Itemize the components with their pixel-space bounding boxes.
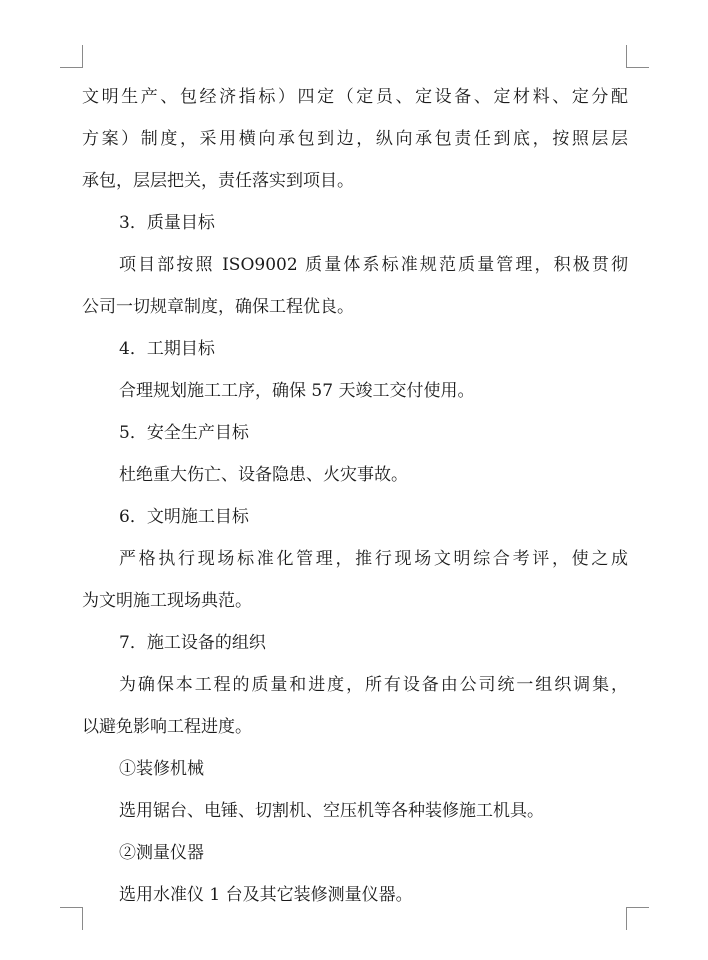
paragraph-line: 严格执行现场标准化管理，推行现场文明综合考评，使之成 xyxy=(119,549,628,569)
paragraph-line: 方案）制度，采用横向承包到边，纵向承包责任到底，按照层层 xyxy=(82,129,628,149)
paragraph-line: 项目部按照 ISO9002 质量体系标准规范质量管理，积极贯彻 xyxy=(119,255,628,275)
crop-mark-top-left xyxy=(60,45,83,68)
paragraph-line: 为确保本工程的质量和进度，所有设备由公司统一组织调集， xyxy=(119,675,628,695)
paragraph-line: 合理规划施工工序，确保 57 天竣工交付使用。 xyxy=(119,381,475,401)
paragraph-line: 为文明施工现场典范。 xyxy=(82,591,252,611)
subheading-instruments: ②测量仪器 xyxy=(119,843,204,863)
document-body xyxy=(82,76,628,916)
paragraph-line: 公司一切规章制度，确保工程优良。 xyxy=(82,297,354,317)
paragraph-line: 文明生产、包经济指标）四定（定员、定设备、定材料、定分配 xyxy=(82,87,628,107)
crop-mark-bottom-right xyxy=(626,907,649,930)
section-heading-equipment: 7．施工设备的组织 xyxy=(119,633,266,653)
section-heading-civilized: 6．文明施工目标 xyxy=(119,507,249,527)
paragraph-line: 以避免影响工程进度。 xyxy=(82,717,252,737)
section-heading-quality: 3．质量目标 xyxy=(119,213,215,233)
crop-mark-bottom-left xyxy=(60,907,83,930)
section-heading-schedule: 4．工期目标 xyxy=(119,339,215,359)
paragraph-line: 选用锯台、电锤、切割机、空压机等各种装修施工机具。 xyxy=(119,801,544,821)
section-heading-safety: 5．安全生产目标 xyxy=(119,423,249,443)
paragraph-line: 杜绝重大伤亡、设备隐患、火灾事故。 xyxy=(119,465,408,485)
crop-mark-top-right xyxy=(626,45,649,68)
paragraph-line: 选用水准仪 1 台及其它装修测量仪器。 xyxy=(119,885,413,905)
paragraph-line: 承包，层层把关，责任落实到项目。 xyxy=(82,171,354,191)
subheading-machinery: ①装修机械 xyxy=(119,759,204,779)
